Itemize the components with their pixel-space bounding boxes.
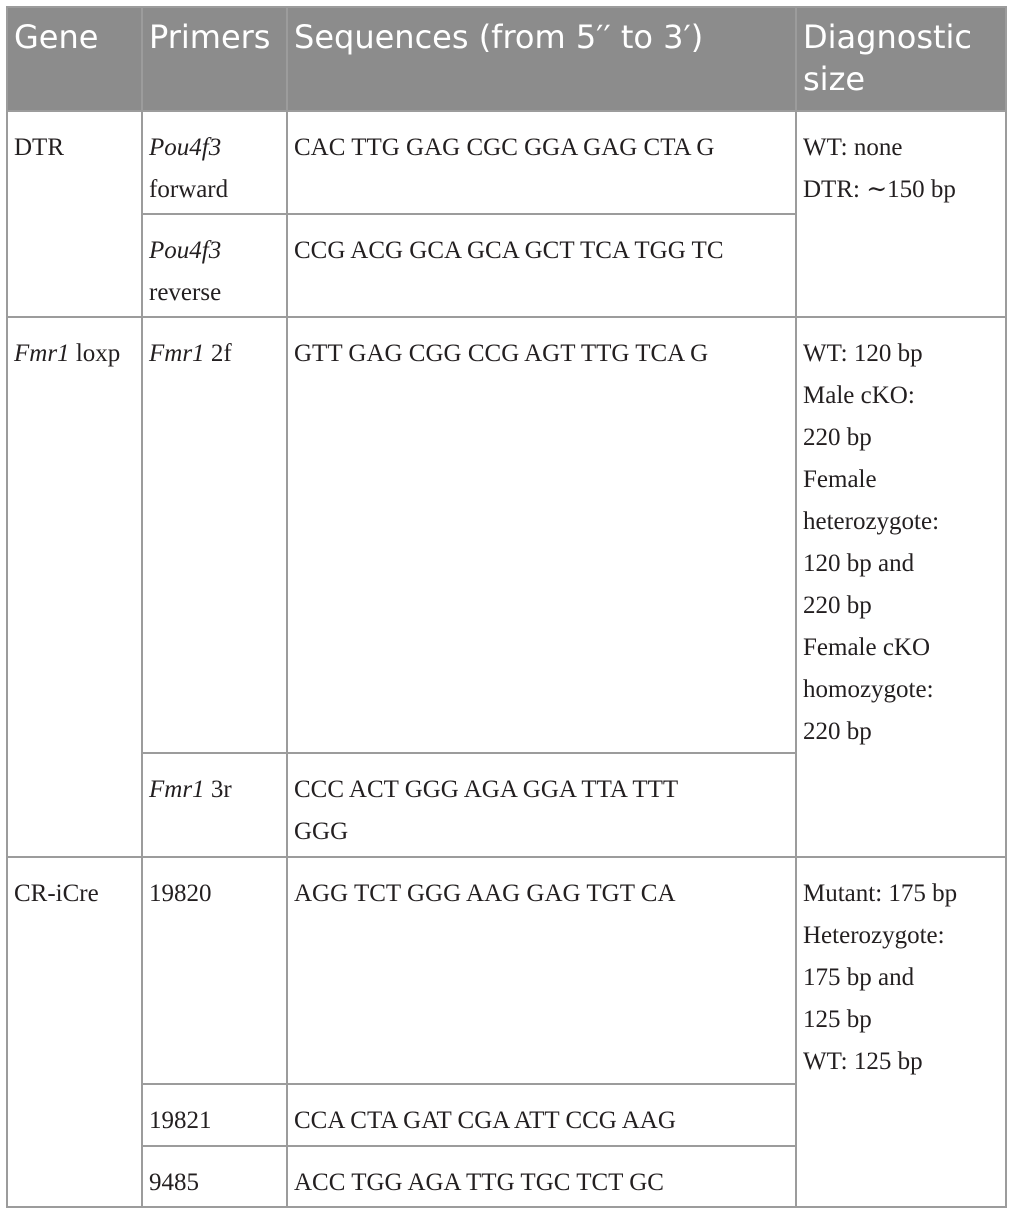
size-cell [796, 317, 1006, 857]
primer-cell [142, 111, 287, 214]
sequence-cell: ACC TGG AGA TTG TGC TCT GC [287, 1146, 796, 1207]
primer-direction: reverse [149, 279, 222, 306]
sequence-cell: CAC TTG GAG CGC GGA GAG CTA G [287, 111, 796, 214]
header-size-line: size [803, 60, 866, 98]
size-line: 120 bp and [803, 550, 915, 577]
sequence-cell [287, 753, 796, 857]
table-row [7, 111, 1006, 214]
header-row [7, 7, 1006, 111]
gene-name: Fmr1 [14, 340, 70, 367]
gene-cell [7, 317, 142, 857]
table-row [7, 317, 1006, 753]
sequence-line: GGG [294, 818, 349, 845]
primer-name: Pou4f3 [149, 134, 222, 161]
primer-name: Pou4f3 [149, 237, 222, 264]
primer-name: Fmr1 [149, 776, 205, 803]
sequence-line: CCC ACT GGG AGA GGA TTA TTT [294, 776, 679, 803]
gene-cell: DTR [7, 111, 142, 317]
primer-direction: 2f [204, 340, 232, 367]
primer-direction: 3r [204, 776, 232, 803]
size-line: 175 bp and [803, 964, 915, 991]
header-primers: Primers [142, 7, 287, 111]
size-line: WT: 125 bp [803, 1048, 923, 1075]
size-line: heterozygote: [803, 508, 940, 535]
header-gene: Gene [7, 7, 142, 111]
primer-cell [142, 753, 287, 857]
primer-cell: 9485 [142, 1146, 287, 1207]
primer-cell: 19820 [142, 857, 287, 1084]
size-line: 125 bp [803, 1006, 872, 1033]
size-line: 220 bp [803, 592, 872, 619]
header-size-line: Diagnostic [803, 18, 973, 56]
size-line: DTR: ∼150 bp [803, 176, 956, 203]
header-sequences: Sequences (from 5′′ to 3′) [287, 7, 796, 111]
size-line: 220 bp [803, 424, 872, 451]
size-line: 220 bp [803, 718, 872, 745]
size-line: Female [803, 466, 877, 493]
gene-suffix: loxp [69, 340, 121, 367]
primer-table [6, 6, 1007, 1208]
size-cell [796, 111, 1006, 317]
primer-cell [142, 214, 287, 317]
size-line: Mutant: 175 bp [803, 880, 958, 907]
size-line: WT: 120 bp [803, 340, 923, 367]
size-line: Male cKO: [803, 382, 915, 409]
size-cell [796, 857, 1006, 1207]
sequence-cell: CCG ACG GCA GCA GCT TCA TGG TC [287, 214, 796, 317]
primer-cell [142, 317, 287, 753]
size-line: WT: none [803, 134, 903, 161]
sequence-cell: AGG TCT GGG AAG GAG TGT CA [287, 857, 796, 1084]
primer-name: Fmr1 [149, 340, 205, 367]
sequence-cell: CCA CTA GAT CGA ATT CCG AAG [287, 1084, 796, 1146]
table-row [7, 857, 1006, 1084]
primer-cell: 19821 [142, 1084, 287, 1146]
header-diagnostic-size [796, 7, 1006, 111]
primer-direction: forward [149, 176, 229, 203]
sequence-cell: GTT GAG CGG CCG AGT TTG TCA G [287, 317, 796, 753]
size-line: Heterozygote: [803, 922, 945, 949]
gene-cell: CR-iCre [7, 857, 142, 1207]
size-line: Female cKO [803, 634, 931, 661]
size-line: homozygote: [803, 676, 934, 703]
